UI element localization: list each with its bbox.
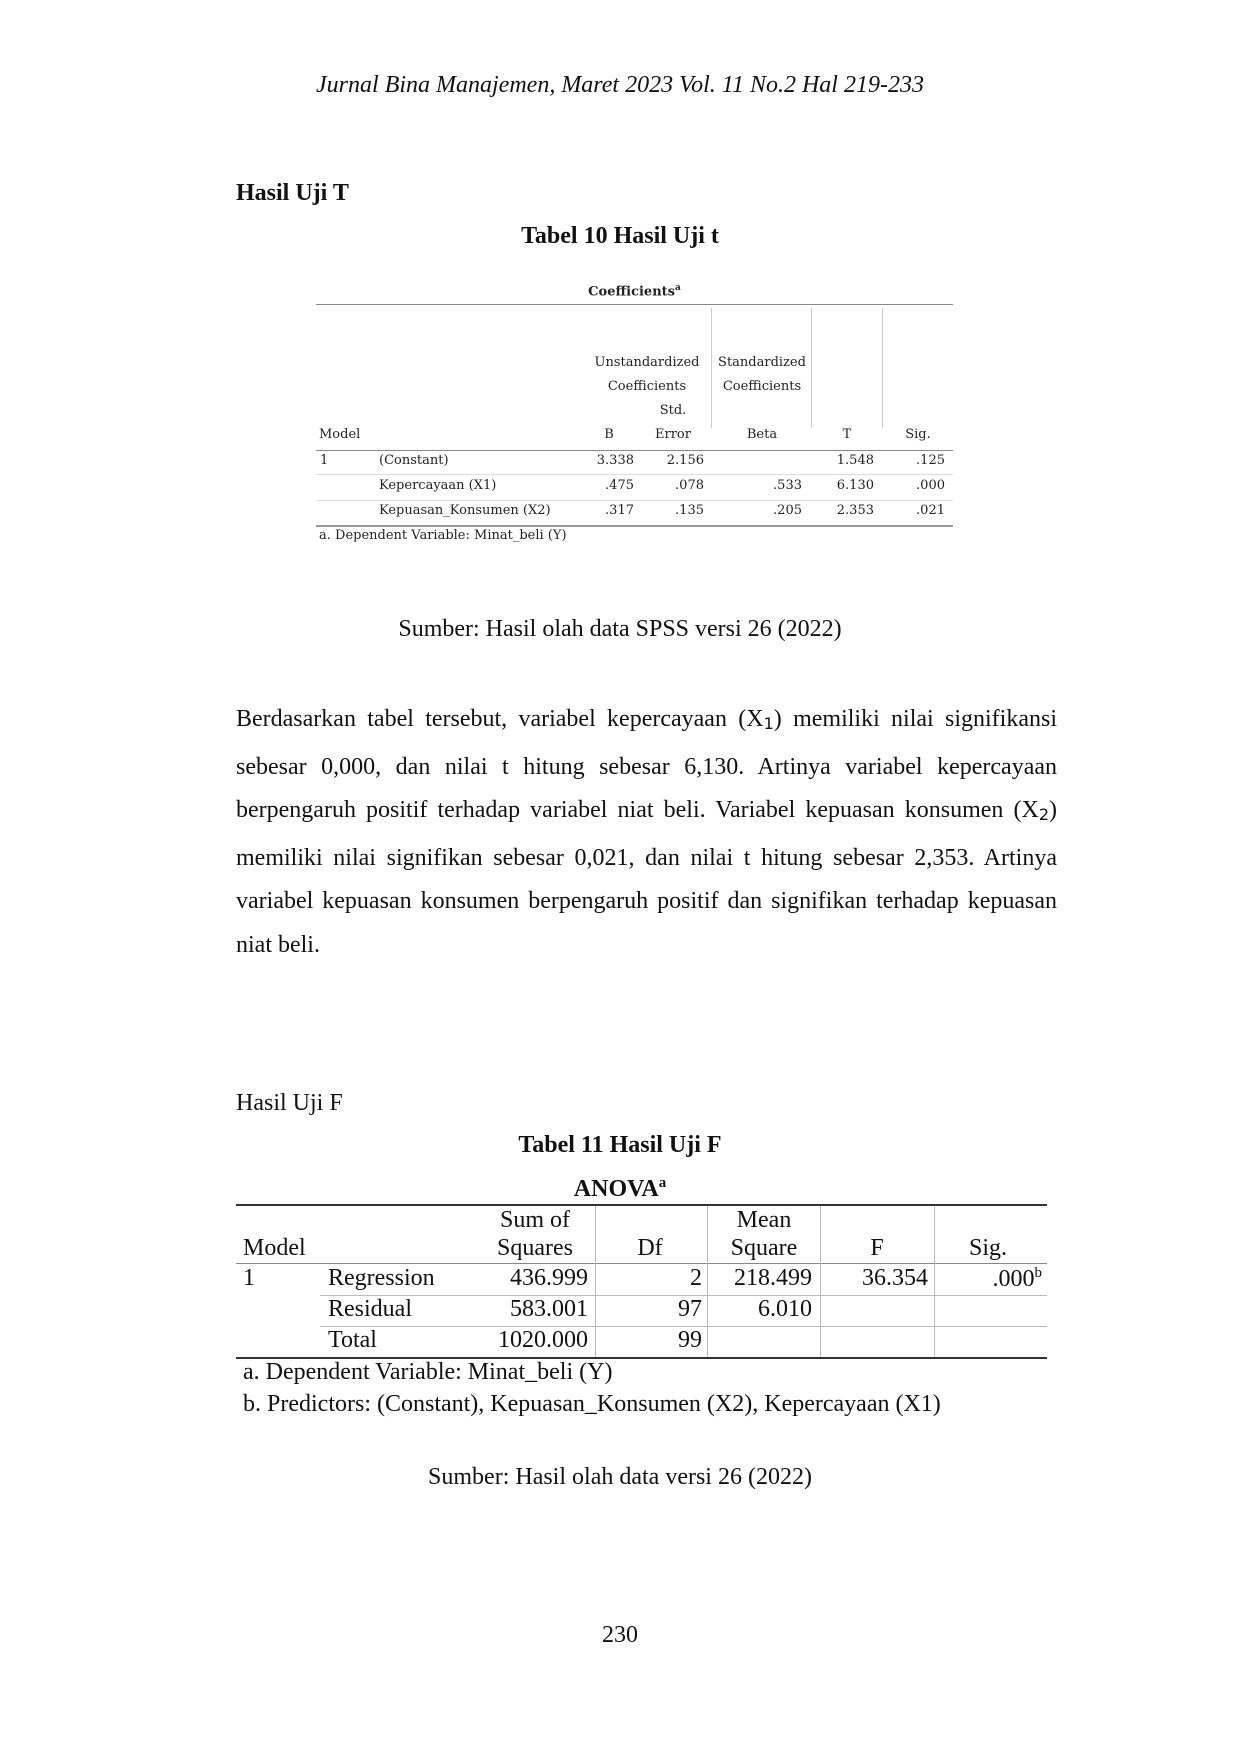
coef-row2-sig: .000 <box>916 478 945 493</box>
coef-row1-se: 2.156 <box>666 453 704 468</box>
anova-row3-ss: 1020.000 <box>498 1327 588 1353</box>
grid-line <box>595 1263 596 1357</box>
grid-line <box>820 1263 821 1357</box>
hdr-df: Df <box>637 1235 663 1261</box>
anova-row1-f: 36.354 <box>862 1265 928 1291</box>
journal-header: Jurnal Bina Manajemen, Maret 2023 Vol. 11 No.2 Hal 219-233 <box>316 72 924 98</box>
hdr-f: F <box>870 1235 884 1261</box>
coef-row1-sig: .125 <box>916 453 945 468</box>
rule-top <box>236 1204 1047 1206</box>
coef-row2-beta: .533 <box>773 478 802 493</box>
anova-row3-name: Total <box>328 1327 377 1353</box>
coef-row1-name: (Constant) <box>379 453 449 468</box>
row-divider <box>316 474 953 475</box>
hdr-model: Model <box>243 1235 306 1261</box>
anova-row1-ss: 436.999 <box>510 1265 588 1291</box>
rule-header <box>316 450 953 451</box>
anova-row2-ms: 6.010 <box>758 1296 812 1322</box>
coef-row1-t: 1.548 <box>836 453 874 468</box>
table11-caption: Tabel 11 Hasil Uji F <box>518 1132 722 1158</box>
coef-row3-t: 2.353 <box>836 503 874 518</box>
grid-line <box>882 308 883 428</box>
hdr-ss-2: Squares <box>497 1235 573 1261</box>
coef-row3-sig: .021 <box>916 503 945 518</box>
hdr-beta: Beta <box>746 427 778 442</box>
hdr-ms-1: Mean <box>736 1207 792 1233</box>
anova-row1-model: 1 <box>243 1265 255 1291</box>
hdr-std-1: Standardized <box>718 355 806 370</box>
section-title-f: Hasil Uji F <box>236 1090 343 1116</box>
rule-header <box>236 1263 1047 1264</box>
rule-top <box>316 304 953 305</box>
hdr-b: B <box>604 427 614 442</box>
coef-row3-beta: .205 <box>773 503 802 518</box>
row-divider <box>316 500 953 501</box>
coef-footnote: a. Dependent Variable: Minat_beli (Y) <box>319 528 567 543</box>
coefficients-title: Coefficients$^a$ <box>588 283 681 300</box>
anova-row3-df: 99 <box>678 1327 702 1353</box>
anova-row1-name: Regression <box>328 1265 435 1291</box>
rule-bottom <box>316 525 953 527</box>
anova-row2-name: Residual <box>328 1296 412 1322</box>
coef-row1-model: 1 <box>320 453 329 468</box>
hdr-std-2: Coefficients <box>722 379 802 394</box>
page-number: 230 <box>602 1622 638 1648</box>
hdr-unstd-1: Unstandardized <box>594 355 700 370</box>
hdr-unstd-2: Coefficients <box>607 379 687 394</box>
coef-row3-b: .317 <box>605 503 634 518</box>
body-paragraph: Berdasarkan tabel tersebut, variabel kepercayaan (X1) memiliki nilai signifikansi sebesar 0,000, dan nilai t hitung sebesar 6,130. Artinya variabel kepercayaan berpengaruh positif terhadap variabel niat beli. Variabel kepuasan konsumen (X2) memiliki nilai signifikan sebesar 0,021, dan nilai t hitung sebesar 2,353. Artinya variabel kepuasan konsumen berpengaruh positif dan signifikan terhadap kepuasan niat beli. <box>236 706 1057 958</box>
anova-row1-ms: 218.499 <box>734 1265 812 1291</box>
grid-line <box>934 1206 935 1263</box>
coef-row2-b: .475 <box>605 478 634 493</box>
grid-line <box>707 1206 708 1263</box>
section-title-t: Hasil Uji T <box>236 180 349 206</box>
coef-row3-se: .135 <box>675 503 704 518</box>
coefficients-table <box>316 278 953 548</box>
coef-row3-name: Kepuasan_Konsumen (X2) <box>379 503 551 518</box>
anova-row1-df: 2 <box>690 1265 702 1291</box>
hdr-stderr-1: Std. <box>659 403 687 418</box>
hdr-model: Model <box>319 427 361 442</box>
anova-row1-sig: .000$^b$ <box>992 1265 1042 1292</box>
hdr-sig: Sig. <box>968 1235 1007 1261</box>
anova-row2-df: 97 <box>678 1296 702 1322</box>
anova-footnote-a: a. Dependent Variable: Minat_beli (Y) <box>243 1359 613 1385</box>
coef-row2-se: .078 <box>675 478 704 493</box>
grid-line <box>820 1206 821 1263</box>
grid-line <box>595 1206 596 1263</box>
hdr-stderr-2: Error <box>655 427 691 442</box>
hdr-ss-1: Sum of <box>499 1207 570 1233</box>
grid-line <box>934 1263 935 1357</box>
anova-row2-ss: 583.001 <box>510 1296 588 1322</box>
hdr-sig: Sig. <box>905 427 931 442</box>
table11-source: Sumber: Hasil olah data versi 26 (2022) <box>428 1464 812 1490</box>
coef-row2-name: Kepercayaan (X1) <box>379 478 497 493</box>
table10-source: Sumber: Hasil olah data SPSS versi 26 (2022) <box>398 616 842 642</box>
hdr-ms-2: Square <box>730 1235 798 1261</box>
anova-title: ANOVA$^a$ <box>573 1175 667 1202</box>
coef-row2-t: 6.130 <box>836 478 874 493</box>
coef-row1-b: 3.338 <box>596 453 634 468</box>
hdr-t: T <box>842 427 852 442</box>
grid-line <box>707 1263 708 1357</box>
table10-caption: Tabel 10 Hasil Uji t <box>521 223 719 249</box>
anova-footnote-b: b. Predictors: (Constant), Kepuasan_Konsumen (X2), Kepercayaan (X1) <box>243 1391 941 1417</box>
